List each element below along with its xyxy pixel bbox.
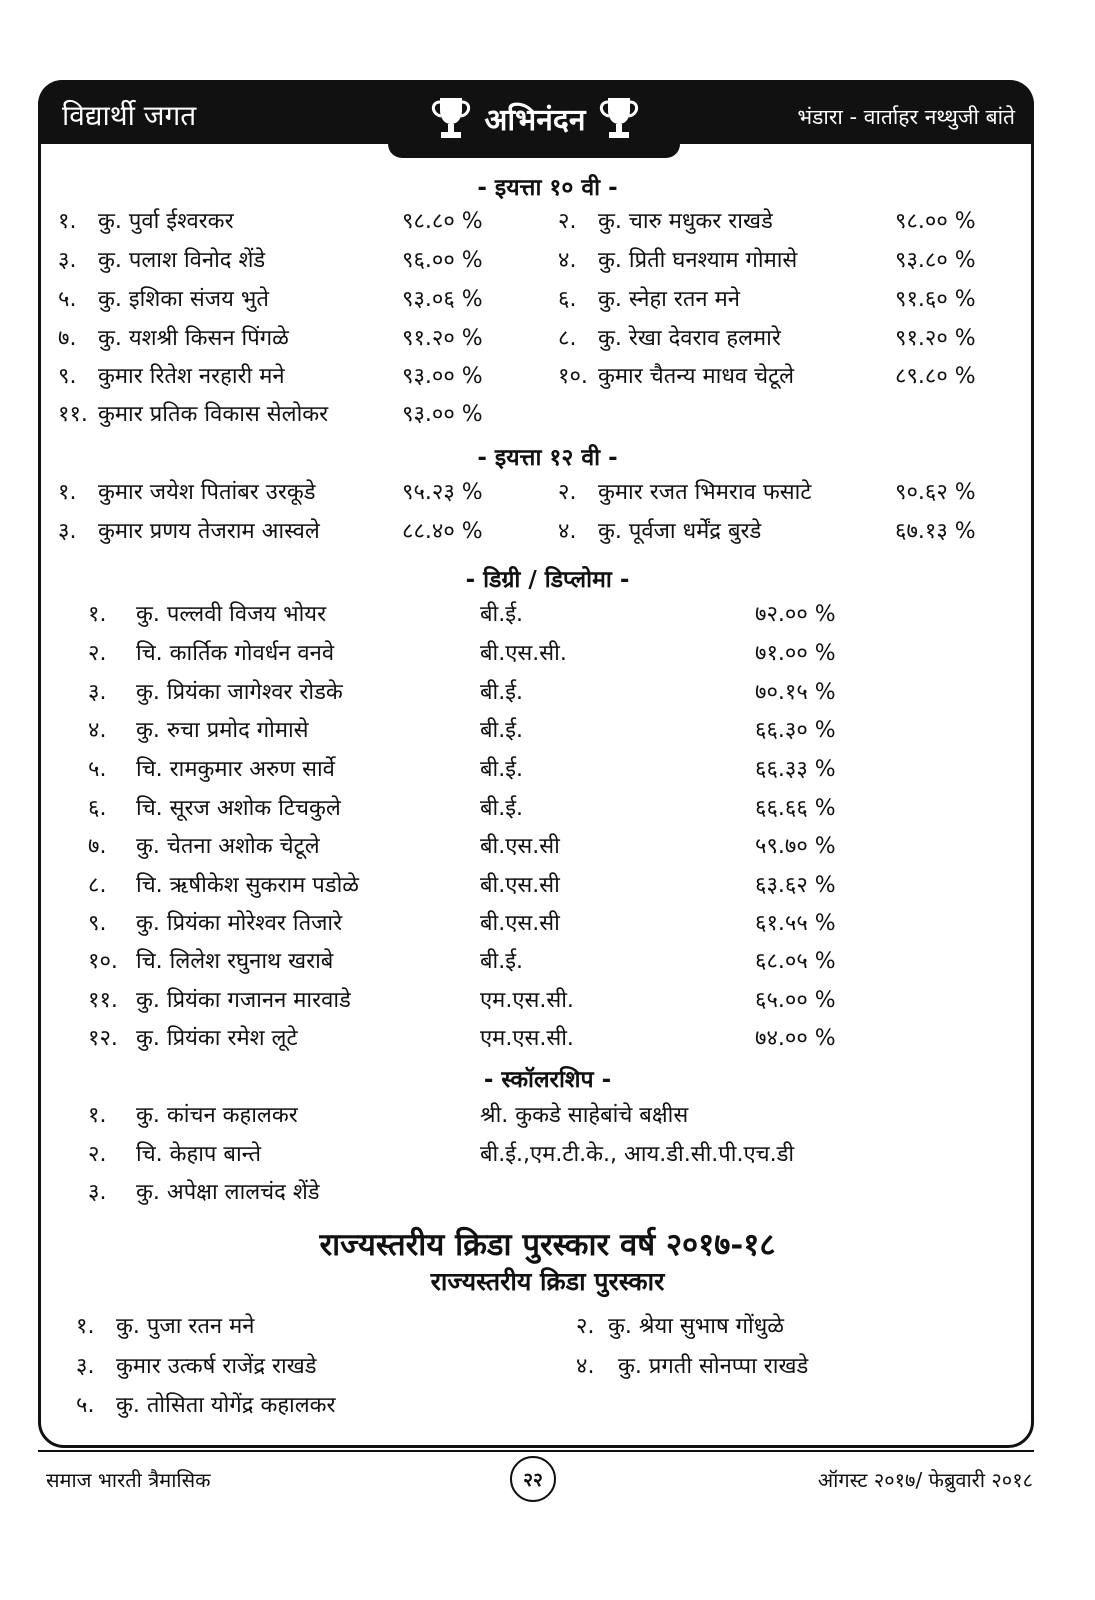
student-percentage: ९१.२० % bbox=[895, 326, 976, 351]
list-item-number: २. bbox=[88, 641, 107, 666]
course-name: एम.एस.सी. bbox=[480, 988, 574, 1013]
student-name: कु. प्रगती सोनप्पा राखडे bbox=[618, 1354, 809, 1379]
student-name: कु. चारु मधुकर राखडे bbox=[598, 209, 773, 234]
list-item-number: २. bbox=[558, 480, 577, 505]
student-name: कुमार रितेश नरहारी मने bbox=[98, 364, 285, 389]
student-percentage: ८८.४० % bbox=[402, 519, 483, 544]
student-percentage: ९८.८० % bbox=[402, 209, 483, 234]
list-item-number: १०. bbox=[88, 949, 118, 974]
course-name: बी.एस.सी bbox=[480, 873, 560, 898]
student-percentage: ६३.६२ % bbox=[755, 873, 836, 898]
student-percentage: ५९.७० % bbox=[755, 834, 836, 859]
student-percentage: ९३.८० % bbox=[895, 248, 976, 273]
list-item-number: ४. bbox=[558, 248, 577, 273]
course-name: बी.ई. bbox=[480, 757, 524, 782]
student-name: कु. रेखा देवराव हलमारे bbox=[598, 326, 781, 351]
student-percentage: ६७.१३ % bbox=[895, 519, 976, 544]
student-percentage: ६५.०० % bbox=[755, 988, 836, 1013]
student-name: कुमार प्रणय तेजराम आस्वले bbox=[98, 519, 320, 544]
course-name: बी.एस.सी. bbox=[480, 641, 567, 666]
list-item-number: ४. bbox=[88, 718, 107, 743]
student-name: कु. प्रियंका जागेश्वर रोडके bbox=[136, 680, 343, 705]
student-name: चि. कार्तिक गोवर्धन वनवे bbox=[136, 641, 335, 666]
student-name: कुमार प्रतिक विकास सेलोकर bbox=[98, 402, 329, 427]
student-percentage: ७१.०० % bbox=[755, 641, 836, 666]
list-item-number: १. bbox=[76, 1314, 95, 1339]
student-name: कुमार उत्कर्ष राजेंद्र राखडे bbox=[116, 1354, 317, 1379]
student-name: कु. प्रियंका मोरेश्वर तिजारे bbox=[136, 911, 343, 936]
student-name: चि. ऋषीकेश सुकराम पडोळे bbox=[136, 873, 359, 898]
student-percentage: ९५.२३ % bbox=[402, 480, 483, 505]
student-name: कु. पलाश विनोद शेंडे bbox=[98, 248, 266, 273]
student-name: कु. रुचा प्रमोद गोमासे bbox=[136, 718, 309, 743]
student-name: कुमार रजत भिमराव फसाटे bbox=[598, 480, 812, 505]
student-name: कु. श्रेया सुभाष गोंधुळे bbox=[608, 1314, 784, 1339]
issue-date: ऑगस्ट २०१७/ फेब्रुवारी २०१८ bbox=[817, 1468, 1033, 1492]
list-item-number: १. bbox=[88, 602, 107, 627]
student-name: कु. चेतना अशोक चेटूले bbox=[136, 834, 320, 859]
student-name: कुमार जयेश पितांबर उरकूडे bbox=[98, 480, 316, 505]
footer-rule bbox=[38, 1450, 1034, 1452]
list-item-number: ३. bbox=[58, 248, 77, 273]
student-name: कु. पूर्वजा धर्मेंद्र बुरडे bbox=[598, 519, 762, 544]
degree-title: - डिग्री / डिप्लोमा - bbox=[465, 567, 630, 593]
student-percentage: ६६.३३ % bbox=[755, 757, 836, 782]
scholarship-detail: बी.ई.,एम.टी.के., आय.डी.सी.पी.एच.डी bbox=[480, 1142, 795, 1167]
student-percentage: ९१.२० % bbox=[402, 326, 483, 351]
list-item-number: ४. bbox=[558, 519, 577, 544]
student-name: कु. स्नेहा रतन मने bbox=[598, 287, 740, 312]
student-percentage: ९०.६२ % bbox=[895, 480, 976, 505]
student-name: कु. पल्लवी विजय भोयर bbox=[136, 602, 327, 627]
list-item-number: १. bbox=[58, 209, 77, 234]
course-name: बी.ई. bbox=[480, 949, 524, 974]
trophy-icon bbox=[428, 94, 474, 142]
course-name: बी.ई. bbox=[480, 680, 524, 705]
header-title: अभिनंदन bbox=[484, 102, 586, 138]
page-number: २२ bbox=[510, 1456, 556, 1502]
scholarship-title: - स्कॉलरशिप - bbox=[483, 1067, 612, 1093]
sports-award-subheading: राज्यस्तरीय क्रिडा पुरस्कार bbox=[430, 1267, 665, 1296]
list-item-number: १. bbox=[58, 480, 77, 505]
course-name: बी.एस.सी bbox=[480, 834, 560, 859]
student-percentage: ९३.०६ % bbox=[402, 287, 483, 312]
student-name: कु. प्रियंका रमेश लूटे bbox=[136, 1026, 298, 1051]
trophy-icon bbox=[596, 94, 642, 142]
student-percentage: ६८.०५ % bbox=[755, 949, 836, 974]
header-section-title: विद्यार्थी जगत bbox=[62, 99, 197, 132]
list-item-number: ३. bbox=[76, 1354, 95, 1379]
list-item-number: १०. bbox=[558, 364, 588, 389]
student-name: कु. प्रिती घनश्याम गोमासे bbox=[598, 248, 798, 273]
list-item-number: ८. bbox=[558, 326, 577, 351]
list-item-number: ७. bbox=[88, 834, 107, 859]
list-item-number: १. bbox=[88, 1103, 107, 1128]
student-name: कु. कांचन कहालकर bbox=[136, 1103, 298, 1128]
student-name: कु. इशिका संजय भुते bbox=[98, 287, 269, 312]
header-reporter: भंडारा - वार्ताहर नथ्थुजी बांते bbox=[797, 105, 1015, 129]
list-item-number: ६. bbox=[558, 287, 577, 312]
list-item-number: ११. bbox=[88, 988, 118, 1013]
list-item-number: ९. bbox=[58, 364, 77, 389]
course-name: बी.एस.सी bbox=[480, 911, 560, 936]
course-name: बी.ई. bbox=[480, 602, 524, 627]
list-item-number: ३. bbox=[58, 519, 77, 544]
student-name: कु. तोसिता योगेंद्र कहालकर bbox=[116, 1393, 336, 1418]
list-item-number: ५. bbox=[58, 287, 77, 312]
student-percentage: ६६.३० % bbox=[755, 718, 836, 743]
list-item-number: २. bbox=[88, 1142, 107, 1167]
course-name: बी.ई. bbox=[480, 796, 524, 821]
student-percentage: ९६.०० % bbox=[402, 248, 483, 273]
student-percentage: ६६.६६ % bbox=[755, 796, 836, 821]
list-item-number: ५. bbox=[76, 1393, 95, 1418]
list-item-number: ९. bbox=[88, 911, 107, 936]
student-name: कु. यशश्री किसन पिंगळे bbox=[98, 326, 289, 351]
list-item-number: ३. bbox=[88, 1180, 107, 1205]
student-percentage: ९१.६० % bbox=[895, 287, 976, 312]
student-name: कु. अपेक्षा लालचंद शेंडे bbox=[136, 1180, 320, 1205]
student-name: कुमार चैतन्य माधव चेटूले bbox=[598, 364, 795, 389]
course-name: एम.एस.सी. bbox=[480, 1026, 574, 1051]
student-percentage: ९३.०० % bbox=[402, 364, 483, 389]
header-center bbox=[400, 90, 670, 146]
scholarship-detail: श्री. कुकडे साहेबांचे बक्षीस bbox=[480, 1103, 689, 1128]
class10-title: - इयत्ता १० वी - bbox=[477, 175, 618, 201]
student-percentage: ७२.०० % bbox=[755, 602, 836, 627]
student-name: चि. सूरज अशोक टिचकुले bbox=[136, 796, 341, 821]
publication-name: समाज भारती त्रैमासिक bbox=[46, 1468, 211, 1492]
list-item-number: २. bbox=[558, 209, 577, 234]
student-name: कु. पुजा रतन मने bbox=[116, 1314, 255, 1339]
course-name: बी.ई. bbox=[480, 718, 524, 743]
list-item-number: ८. bbox=[88, 873, 107, 898]
list-item-number: ४. bbox=[576, 1354, 595, 1379]
student-percentage: ७०.१५ % bbox=[755, 680, 836, 705]
list-item-number: १२. bbox=[88, 1026, 118, 1051]
student-percentage: ८९.८० % bbox=[895, 364, 976, 389]
student-percentage: ९३.०० % bbox=[402, 402, 483, 427]
list-item-number: २. bbox=[576, 1314, 595, 1339]
list-item-number: ३. bbox=[88, 680, 107, 705]
sports-award-heading: राज्यस्तरीय क्रिडा पुरस्कार वर्ष २०१७-१८ bbox=[319, 1227, 776, 1263]
list-item-number: ११. bbox=[58, 402, 88, 427]
student-name: चि. केहाप बान्ते bbox=[136, 1142, 261, 1167]
student-name: चि. रामकुमार अरुण सार्वे bbox=[136, 757, 335, 782]
list-item-number: ७. bbox=[58, 326, 77, 351]
student-name: कु. पुर्वा ईश्वरकर bbox=[98, 209, 234, 234]
student-name: चि. लिलेश रघुनाथ खराबे bbox=[136, 949, 334, 974]
student-percentage: ६१.५५ % bbox=[755, 911, 836, 936]
student-percentage: ७४.०० % bbox=[755, 1026, 836, 1051]
class12-title: - इयत्ता १२ वी - bbox=[477, 445, 618, 471]
student-percentage: ९८.०० % bbox=[895, 209, 976, 234]
list-item-number: ५. bbox=[88, 757, 107, 782]
list-item-number: ६. bbox=[88, 796, 107, 821]
student-name: कु. प्रियंका गजानन मारवाडे bbox=[136, 988, 351, 1013]
